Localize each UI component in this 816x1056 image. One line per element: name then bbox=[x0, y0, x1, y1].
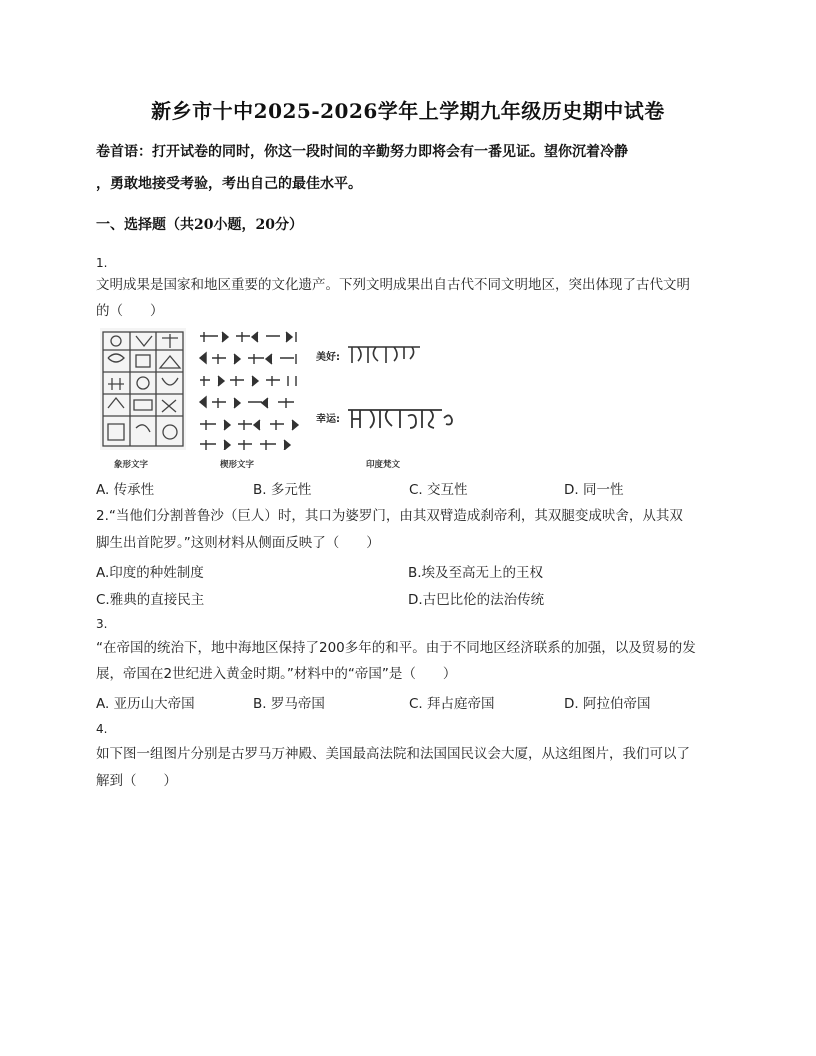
label-fortune: 幸运: bbox=[316, 414, 340, 425]
question-1-option-b[interactable]: B. 多元性 bbox=[253, 482, 312, 498]
question-4-stem-line-2: 解到（ ） bbox=[96, 773, 177, 789]
preface-line-1: 卷首语：打开试卷的同时，你这一段时间的辛勤努力即将会有一番见证。望你沉着冷静 bbox=[96, 144, 628, 160]
question-2-number: 2. bbox=[96, 508, 109, 524]
question-2-stem-line-1 bbox=[96, 506, 726, 526]
preface-line-2: ，勇敢地接受考验，考出自己的最佳水平。 bbox=[96, 176, 362, 192]
sanskrit-beautiful-image bbox=[348, 344, 422, 366]
question-2-option-d[interactable]: D.古巴比伦的法治传统 bbox=[408, 592, 545, 608]
sanskrit-fortune-image bbox=[348, 406, 456, 432]
caption-cuneiform: 楔形文字 bbox=[220, 460, 255, 470]
question-3-stem-line-2: 展，帝国在2世纪进入黄金时期。”材料中的“帝国”是（ ） bbox=[96, 666, 457, 682]
question-1-option-d[interactable]: D. 同一性 bbox=[564, 482, 624, 498]
question-1-stem-line-2: 的（ ） bbox=[96, 303, 164, 319]
question-3-options bbox=[96, 692, 726, 712]
cuneiform-image bbox=[196, 328, 308, 450]
section-heading: 一、选择题（共20小题，20分） bbox=[96, 217, 303, 233]
caption-sanskrit: 印度梵文 bbox=[366, 460, 401, 470]
question-3-option-a[interactable]: A. 亚历山大帝国 bbox=[96, 696, 195, 712]
hieroglyph-image bbox=[100, 328, 186, 450]
question-2-stem-text: “当他们分割普鲁沙（巨人）时，其口为婆罗门，由其双臂造成刹帝利，其双腿变成吠舍，从其双 bbox=[108, 508, 683, 524]
question-3-stem-line-1: “在帝国的统治下，地中海地区保持了200多年的和平。由于不同地区经济联系的加强，以及贸易的发 bbox=[96, 640, 696, 656]
question-3-number: 3. bbox=[96, 617, 108, 631]
question-2-options-row-2 bbox=[96, 588, 726, 608]
question-3-option-d[interactable]: D. 阿拉伯帝国 bbox=[564, 696, 651, 712]
page-title: 新乡市十中2025-2026学年上学期九年级历史期中试卷 bbox=[151, 99, 665, 123]
question-4-number: 4. bbox=[96, 722, 108, 736]
question-4-stem-line-1: 如下图一组图片分别是古罗马万神殿、美国最高法院和法国国民议会大厦，从这组图片，我们可以了 bbox=[96, 746, 690, 762]
question-2-options-row-1 bbox=[96, 561, 726, 581]
question-3-option-b[interactable]: B. 罗马帝国 bbox=[253, 696, 325, 712]
caption-hieroglyph: 象形文字 bbox=[114, 460, 149, 470]
question-2-stem-line-2: 脚生出首陀罗。”这则材料从侧面反映了（ ） bbox=[96, 535, 380, 551]
question-2-option-c[interactable]: C.雅典的直接民主 bbox=[96, 592, 205, 608]
question-1-stem-line-1: 文明成果是国家和地区重要的文化遗产。下列文明成果出自古代不同文明地区，突出体现了古代文明 bbox=[96, 277, 690, 293]
question-1-options bbox=[96, 478, 726, 498]
question-3-option-c[interactable]: C. 拜占庭帝国 bbox=[409, 696, 495, 712]
preface bbox=[96, 136, 726, 200]
question-1-option-c[interactable]: C. 交互性 bbox=[409, 482, 468, 498]
question-1-number: 1. bbox=[96, 256, 108, 270]
question-2-option-a[interactable]: A.印度的种姓制度 bbox=[96, 565, 204, 581]
question-1-figure bbox=[96, 326, 476, 474]
label-beautiful: 美好: bbox=[316, 352, 340, 363]
question-1-option-a[interactable]: A. 传承性 bbox=[96, 482, 155, 498]
question-2-option-b[interactable]: B.埃及至高无上的王权 bbox=[408, 565, 544, 581]
